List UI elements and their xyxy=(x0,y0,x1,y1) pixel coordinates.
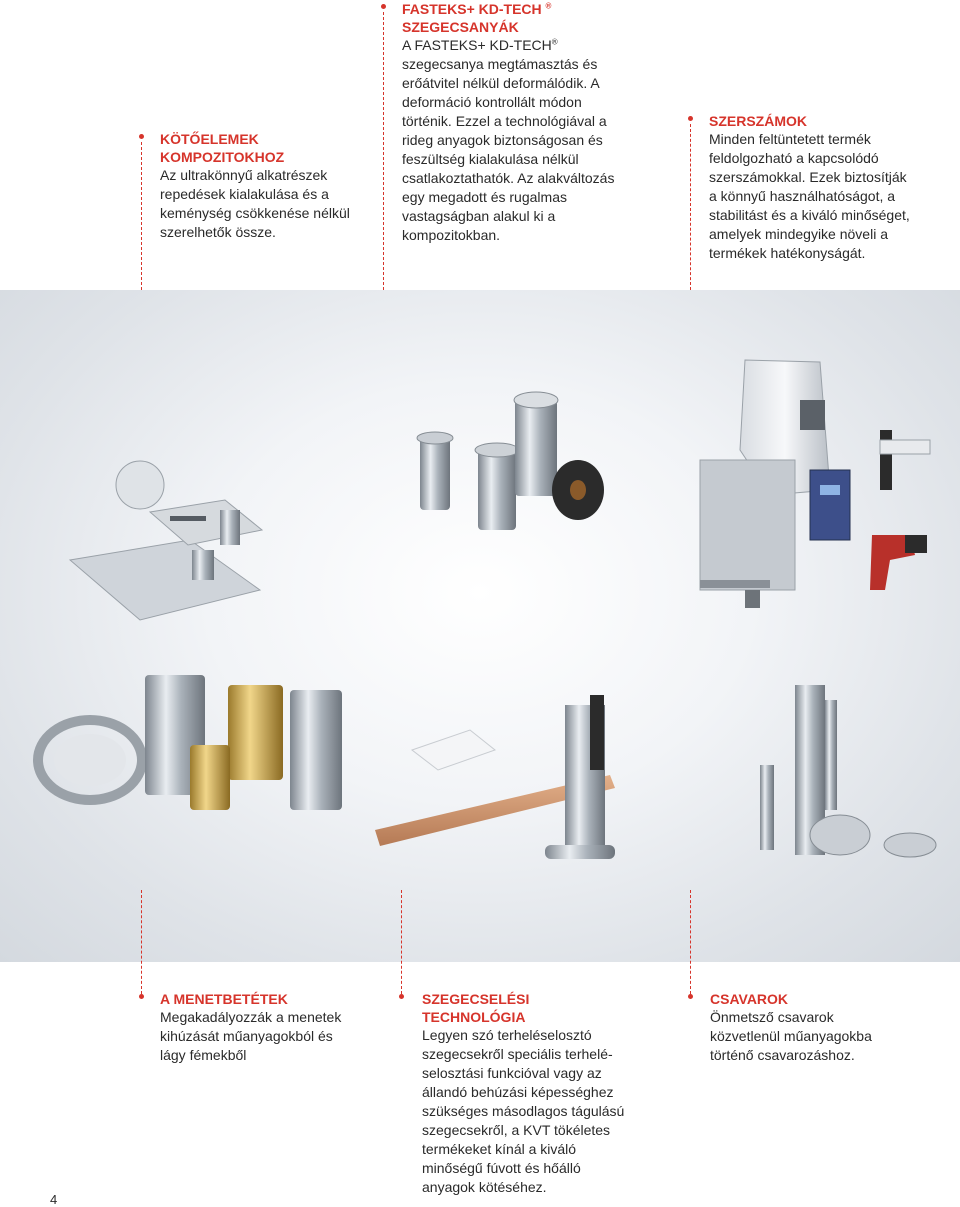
rivet-strip xyxy=(375,695,615,859)
leader-line xyxy=(690,124,691,290)
leader-dot xyxy=(139,994,144,999)
product-photo xyxy=(0,290,960,962)
callout-title: KÖTŐELEMEK KOMPOZITOKHOZ xyxy=(160,131,285,165)
leader-dot xyxy=(381,4,386,9)
callout-szegecselesi xyxy=(422,990,632,1197)
callout-menetbetetek xyxy=(160,990,360,1065)
callout-body: Legyen szó terheléselosztó szegecsekről speciális terhelé-selosztási funkcióval vagy az állandó behúzási képességhez szükséges másodlagos tágulású szegecsekről, a KVT tökéletes termékeket kínál a kiváló minőségű fúvott és hőálló anyagok kötéséhez. xyxy=(422,1027,625,1195)
callout-body: Önmetsző csavarok közvetlenül műanyagokba történő csavarozáshoz. xyxy=(710,1009,872,1063)
leader-line xyxy=(141,890,142,994)
leader-line xyxy=(383,12,384,290)
leader-line xyxy=(401,890,402,994)
screws xyxy=(760,685,936,857)
thread-inserts xyxy=(38,675,342,810)
callout-body: A FASTEKS+ KD-TECH® szegecsanya megtámasztás és erőátvitel nélkül deformálódik. A deformáció kontrollált módon történik. Ezzel a technológiával a rideg anyagok biztonságosan és feszültség kialakulása nélkül csatlakoztathatók. Az alakváltozás egy megadott és rugalmas vastagságban alakul ki a kompozitokban. xyxy=(402,37,615,243)
callout-fasteks xyxy=(402,0,632,245)
callout-body: Megakadályozzák a menetek kihúzását műanyagokból és lágy fémekből xyxy=(160,1009,342,1063)
callout-title: A MENETBETÉTEK xyxy=(160,991,288,1007)
page-number: 4 xyxy=(50,1192,58,1207)
leader-dot xyxy=(399,994,404,999)
callout-title: SZERSZÁMOK xyxy=(709,113,807,129)
leader-dot xyxy=(688,994,693,999)
callout-body: Minden feltüntetett termék feldolgozható a kapcsolódó szerszámokkal. Ezek biztosítják a könnyű használhatóságot, a stabilitást és a kiváló minőséget, amelyek mindegyike növeli a termékek hatékonyságát. xyxy=(709,131,910,261)
perforated-plates xyxy=(70,461,262,620)
callout-title: SZEGECSELÉSI TECHNOLÓGIA xyxy=(422,991,530,1025)
rivet-nuts xyxy=(417,392,604,530)
callout-title: CSAVAROK xyxy=(710,991,789,1007)
callout-kotoelemek xyxy=(160,130,360,242)
leader-line xyxy=(141,142,142,290)
leader-line xyxy=(690,890,691,994)
product-illustration xyxy=(0,290,960,962)
callout-title: FASTEKS+ KD-TECH ® SZEGECSANYÁK xyxy=(402,1,552,35)
callout-csavarok xyxy=(710,990,900,1065)
leader-dot xyxy=(139,134,144,139)
riveting-machine xyxy=(700,360,930,608)
callout-body: Az ultrakönnyű alkatrészek repedések kialakulása és a keménység csökkenése nélkül szerelhetők össze. xyxy=(160,167,350,240)
leader-dot xyxy=(688,116,693,121)
callout-szerszamok xyxy=(709,112,914,263)
